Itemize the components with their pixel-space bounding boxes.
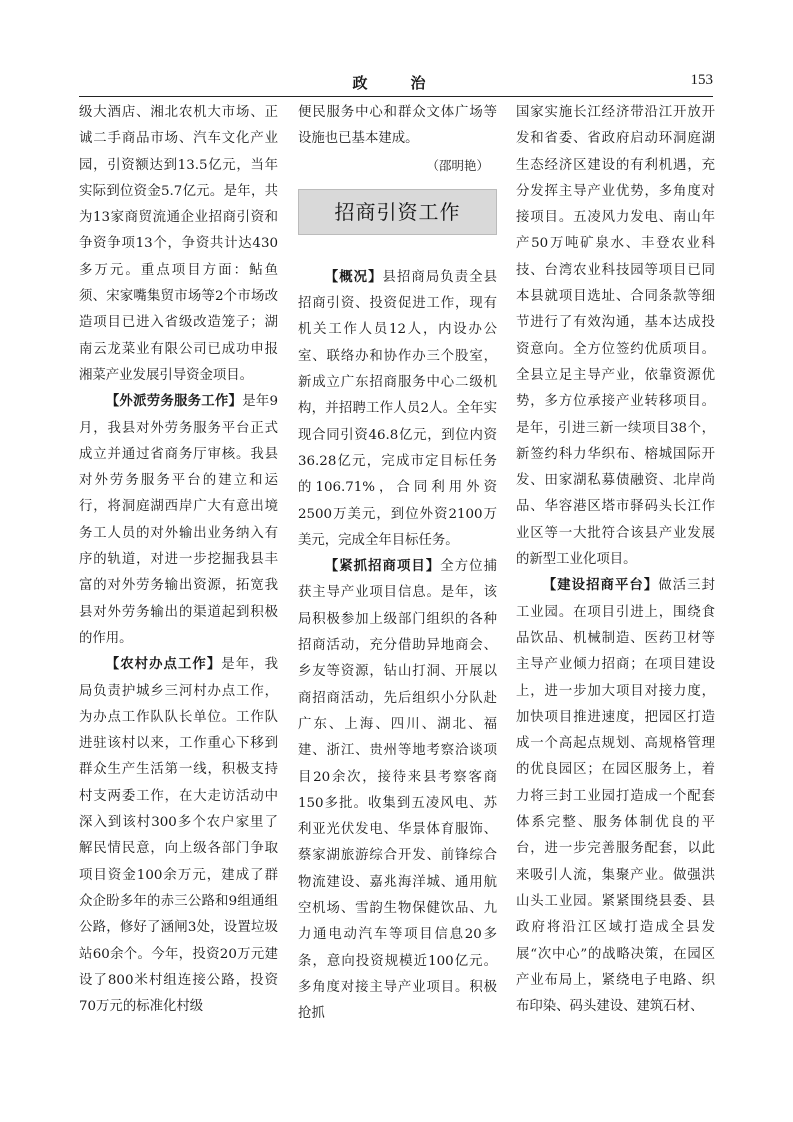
paragraph-heading: 【概况】 — [324, 269, 383, 285]
paragraph: 级大酒店、湘北农机大市场、正诚二手商品市场、汽车文化产业园，引资额达到13.5亿元，当年实际到位资金5.7亿元。是年，共为13家商贸流通企业招商引资和争资争项13个，争资共计达430多万元。重点项目方面：鲇鱼须、宋家嘴集贸市场等2个市场改造项目已进入省级改造笼子；湖南云龙菜业有限公司已成功申报湘菜产业发展引导资金项目。 — [79, 105, 278, 383]
paragraph-heading: 【紧抓招商项目】 — [324, 559, 441, 575]
column-2 — [298, 100, 497, 1028]
page-number: 153 — [690, 72, 713, 88]
paragraph — [298, 265, 497, 554]
paragraph: 国家实施长江经济带沿江开放开发和省委、省政府启动环洞庭湖生态经济区建设的有利机遇，充分发挥主导产业优势，多角度对接项目。五凌风力发电、南山年产50万吨矿泉水、丰登农业科技、台湾农业科技园等项目已同本县就项目选址、合同条款等细节进行了有效沟通，基本达成投资意向。全方位签约优质项目。全县立足主导产业，依靠资源优势，多方位承接产业转移项目。是年，引进三新一续项目38个，新签约科力华织布、榕城国际开发、田家湖私募债融资、北岸尚品、华容港区塔市驿码头长江作业区等一大批符合该县产业发展的新型工业化项目。 — [516, 105, 715, 568]
paragraph — [79, 389, 278, 652]
paragraph — [298, 554, 497, 1027]
header-rule — [79, 96, 713, 97]
paragraph-body: 县招商局负责全县招商引资、投资促进工作，现有机关工作人员12人，内设办公室、联络办和协作办三个股室，新成立广东招商服务中心二级机构，并招聘工作人员2人。全年实现合同引资46.8亿元，到位内资36.28亿元，完成市定目标任务的106.71%，合同利用外资2500万美元，到位外资2100万美元，完成全年目标任务。 — [298, 269, 497, 548]
paragraph: 便民服务中心和群众文体广场等设施也已基本建成。 — [298, 105, 497, 147]
paragraph-body: 全方位捕获主导产业项目信息。是年，该局积极参加上级部门组织的各种招商活动，充分借助异地商会、乡友等资源，钻山打洞、开展以商招商活动，先后组织小分队赴广东、上海、四川、湖北、福建、浙江、贵州等地考察洽谈项目20余次，接待来县考察客商150多批。收集到五凌风电、苏利亚光伏发电、华景体育服饰、蔡家湖旅游综合开发、前锋综合物流建设、嘉兆海洋城、通用航空机场、雪韵生物保健饮品、九力通电动汽车等项目信息20多条，意向投资规模近100亿元。多角度对接主导产业项目。积极抢抓 — [298, 559, 497, 1022]
paragraph-body: 是年，我局负责护城乡三河村办点工作，为办点工作队队长单位。工作队进驻该村以来，工作重心下移到群众生产生活第一线，积极支持村支两委工作，在大走访活动中深入到该村300多个农户家里了解民情民意，向上级各部门争取项目资金100余万元，建成了群众企盼多年的赤三公路和9组通组公路，修好了涵闸3处，设置垃圾站60余个。今年，投资20万元建设了800米村组连接公路，投资70万元的标准化村级 — [79, 657, 278, 1015]
paragraph — [79, 652, 278, 1020]
section-title: 招商引资工作 — [298, 189, 497, 235]
paragraph-body: 做活三封工业园。在项目引进上，围绕食品饮品、机械制造、医药卫材等主导产业倾力招商；在项目建设上，进一步加大项目对接力度，加快项目推进速度，把园区打造成一个高起点规划、高规格管理的优良园区；在园区服务上，着力将三封工业园打造成一个配套体系完整、服务体制优良的平台，进一步完善服务配套，以此来吸引人流，集聚产业。做强洪山头工业园。紧紧围绕县委、县政府将沿江区域打造成全县发展“次中心”的战略决策，在园区产业布局上，紧绕电子电路、织布印染、码头建设、建筑石材、 — [516, 578, 715, 1015]
column-3 — [516, 100, 715, 1020]
paragraph-heading: 【农村办点工作】 — [105, 657, 222, 673]
author-byline: （邵明艳） — [426, 157, 489, 173]
column-1 — [79, 100, 278, 1020]
running-title: 政 治 — [352, 74, 440, 92]
paragraph-heading: 【外派劳务服务工作】 — [105, 394, 243, 410]
paragraph-body: 是年9月，我县对外劳务服务平台正式成立并通过省商务厅审核。我县对外劳务服务平台的建立和运行，将洞庭湖西岸广大有意出境务工人员的对外输出业务纳入有序的轨道，对进一步挖掘我县丰富的对外劳务输出资源，拓宽我县对外劳务输出的渠道起到积极的作用。 — [79, 394, 279, 646]
page-header — [79, 70, 713, 94]
paragraph — [516, 573, 715, 1020]
paragraph-heading: 【建设招商平台】 — [542, 578, 659, 594]
